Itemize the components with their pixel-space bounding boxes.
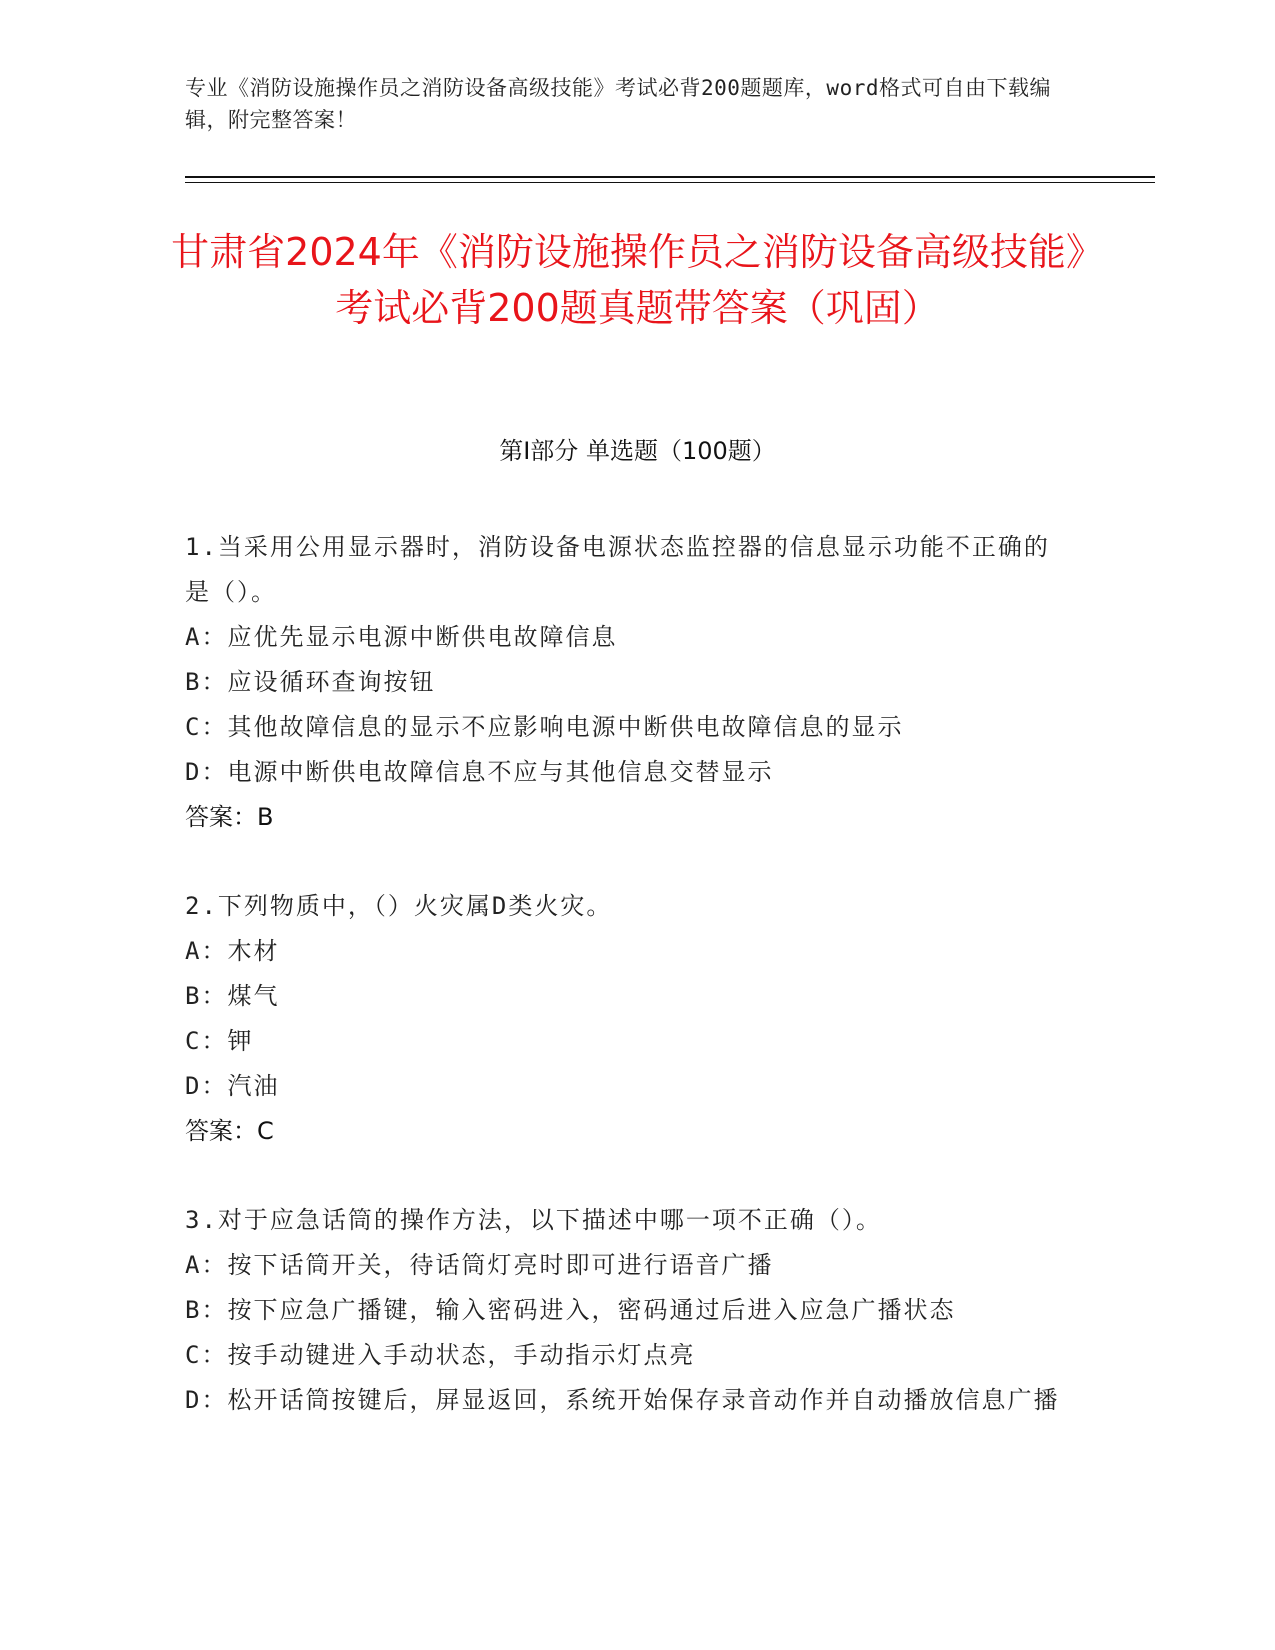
option-a: A：木材 [185,937,280,965]
section-heading: 第I部分 单选题（100题） [499,437,776,465]
option-c: C：其他故障信息的显示不应影响电源中断供电故障信息的显示 [185,713,904,741]
question-3 [185,1198,1065,1423]
option-d: D：电源中断供电故障信息不应与其他信息交替显示 [185,758,774,786]
document-title: 甘肃省2024年《消防设施操作员之消防设备高级技能》考试必背200题真题带答案（巩固） [171,230,1104,330]
option-b: B：按下应急广播键，输入密码进入，密码通过后进入应急广播状态 [185,1296,956,1324]
question-2 [185,884,1065,1154]
header-divider-thick [185,176,1155,178]
answer-line: 答案：B [185,803,274,831]
question-1 [185,525,1065,840]
question-list [185,525,1065,1467]
option-d: D：汽油 [185,1072,280,1100]
option-b: B：煤气 [185,982,280,1010]
option-c: C：钾 [185,1027,254,1055]
answer-line: 答案：C [185,1117,274,1145]
option-b: B：应设循环查询按钮 [185,668,436,696]
question-stem: 1.当采用公用显示器时，消防设备电源状态监控器的信息显示功能不正确的是（）。 [185,533,1050,606]
question-stem: 3.对于应急话筒的操作方法，以下描述中哪一项不正确（）。 [185,1206,882,1234]
header-divider-thin [185,182,1155,183]
option-c: C：按手动键进入手动状态，手动指示灯点亮 [185,1341,696,1369]
option-d: D：松开话筒按键后，屏显返回，系统开始保存录音动作并自动播放信息广播 [185,1386,1060,1414]
option-a: A：按下话筒开关，待话筒灯亮时即可进行语音广播 [185,1251,774,1279]
option-a: A：应优先显示电源中断供电故障信息 [185,623,618,651]
header-note: 专业《消防设施操作员之消防设备高级技能》考试必背200题题库，word格式可自由下载编辑，附完整答案！ [185,76,1051,132]
question-stem: 2.下列物质中，（）火灾属D类火灾。 [185,892,613,920]
